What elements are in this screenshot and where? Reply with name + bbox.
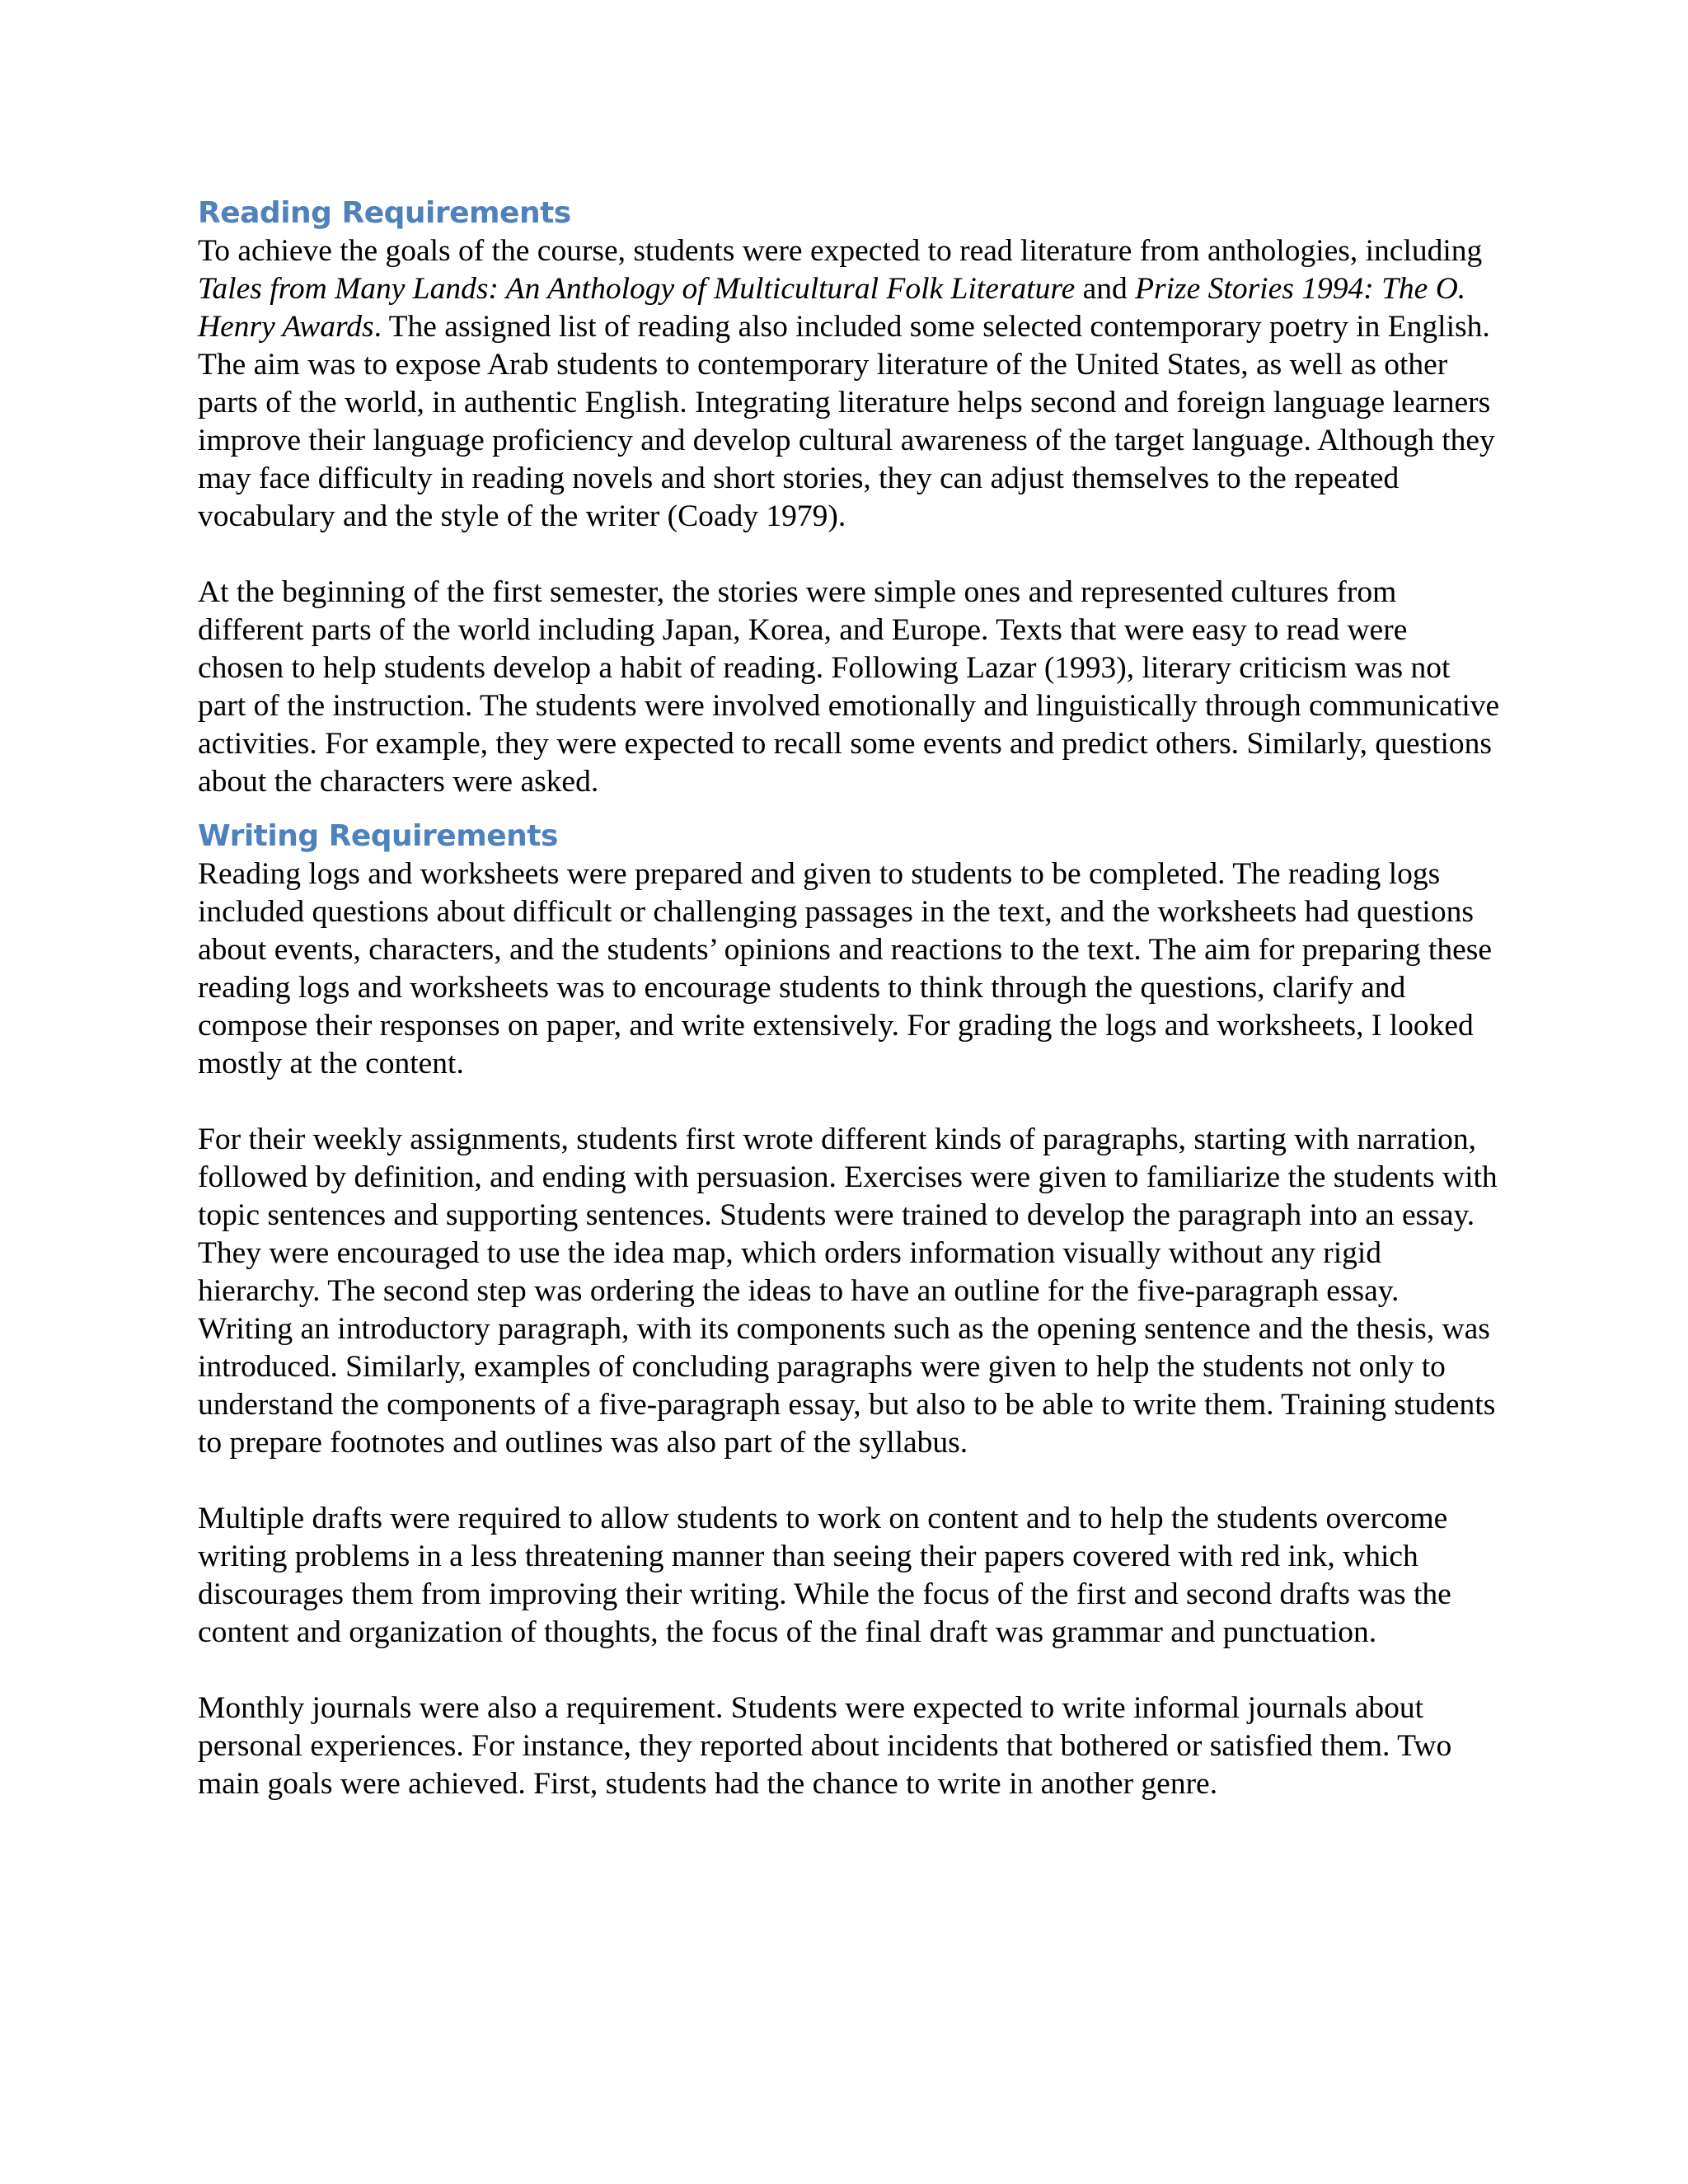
document-page	[198, 194, 1500, 1803]
paragraph-text: . The assigned list of reading also included some selected contemporary poetry in English. The aim was to expose Arab students to contemporary literature of the United States, as well as other parts of the world, in authentic English. Integrating literature helps second and foreign language learners improve their language proficiency and develop cultural awareness of the target language. Although they may face difficulty in reading novels and short stories, they can adjust themselves to the repeated vocabulary and the style of the writer (Coady 1979).	[198, 310, 1495, 533]
section-heading-writing-requirements: Writing Requirements	[198, 819, 558, 853]
book-title-tales-from-many-lands: Tales from Many Lands: An Anthology of Multicultural Folk Literature	[198, 272, 1076, 306]
paragraph-reading-1	[198, 232, 1500, 536]
paragraph-writing-2: For their weekly assignments, students first wrote different kinds of paragraphs, starting with narration, followed by definition, and ending with persuasion. Exercises were given to familiarize the students with topic sentences and supporting sentences. Students were trained to develop the paragraph into an essay. They were encouraged to use the idea map, which orders information visually without any rigid hierarchy. The second step was ordering the ideas to have an outline for the five-paragraph essay. Writing an introductory paragraph, with its components such as the opening sentence and the thesis, was introduced. Similarly, examples of concluding paragraphs were given to help the students not only to understand the components of a five-paragraph essay, but also to be able to write them. Training students to prepare footnotes and outlines was also part of the syllabus.	[198, 1122, 1498, 1460]
paragraph-writing-1: Reading logs and worksheets were prepared and given to students to be completed. The reading logs included questions about difficult or challenging passages in the text, and the worksheets had questions about events, characters, and the students’ opinions and reactions to the text. The aim for preparing these reading logs and worksheets was to encourage students to think through the questions, clarify and compose their responses on paper, and write extensively. For grading the logs and worksheets, I looked mostly at the content.	[198, 857, 1492, 1080]
book-title-prize-stories-1994: Prize Stories 1994: The O. Henry Awards	[198, 272, 1466, 344]
paragraph-writing-4: Monthly journals were also a requirement. Students were expected to write informal journals about personal experiences. For instance, they reported about incidents that bothered or satisfied them. Two main goals were achieved. First, students had the chance to write in another genre.	[198, 1691, 1452, 1801]
paragraph-text: and	[1075, 272, 1136, 306]
paragraph-text: To achieve the goals of the course, students were expected to read literature from anthologies, including	[198, 234, 1483, 268]
paragraph-writing-3: Multiple drafts were required to allow students to work on content and to help the students overcome writing problems in a less threatening manner than seeing their papers covered with red ink, which discourages them from improving their writing. While the focus of the first and second drafts was the content and organization of thoughts, the focus of the final draft was grammar and punctuation.	[198, 1502, 1451, 1649]
paragraph-reading-2: At the beginning of the first semester, the stories were simple ones and represented cultures from different parts of the world including Japan, Korea, and Europe. Texts that were easy to read were chosen to help students develop a habit of reading. Following Lazar (1993), literary criticism was not part of the instruction. The students were involved emotionally and linguistically through communicative activities. For example, they were expected to recall some events and predict others. Similarly, questions about the characters were asked.	[198, 575, 1500, 799]
section-heading-reading-requirements: Reading Requirements	[198, 196, 571, 230]
